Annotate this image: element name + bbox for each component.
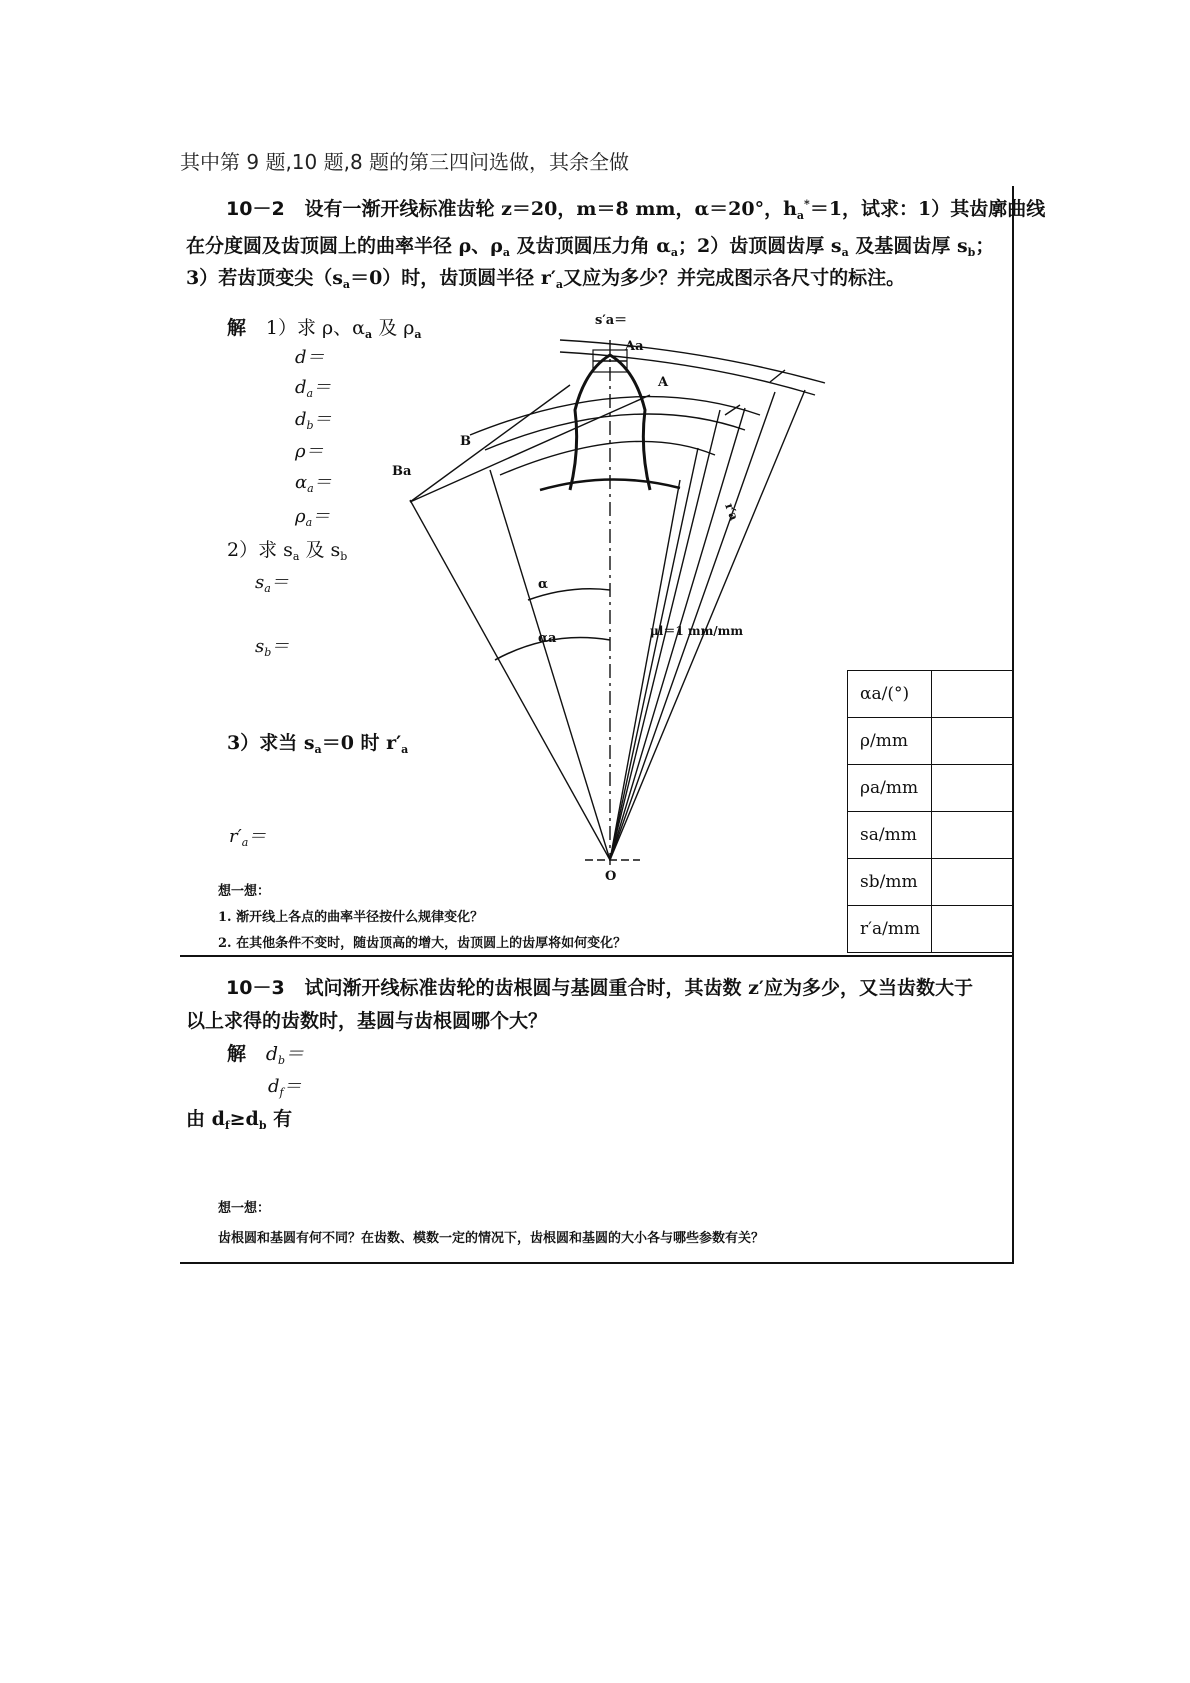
- table-answer-cell[interactable]: [932, 859, 1013, 906]
- bottom-border: [180, 1262, 1014, 1264]
- table-answer-cell[interactable]: [932, 718, 1013, 765]
- gear-involute-diagram: [380, 313, 840, 884]
- table-answer-cell[interactable]: [932, 765, 1013, 812]
- label-O: O: [605, 869, 617, 884]
- table-label: αa/(°): [848, 671, 932, 718]
- problem-10-2-line1: 10－2 设有一渐开线标准齿轮 z＝20，m＝8 mm，α＝20°，$h_a^*=1$，试求：1）其齿廓曲线: [226, 197, 1046, 222]
- solution-10-3-cond: 由 $d_f\ge d_b$ 有: [186, 1108, 293, 1132]
- section-divider: [180, 955, 1014, 957]
- eq-sa: $s_a=$: [255, 572, 289, 595]
- answer-table: [847, 670, 1013, 953]
- label-alpha-a: αa: [538, 631, 557, 646]
- eq-db: $d_b=$: [295, 409, 332, 432]
- solution-10-3-db: 解 $d_b=$: [227, 1043, 305, 1067]
- problem-10-2-line3: 3）若齿顶变尖$(s_a=0)$时，齿顶圆半径 $r'_a$又应为多少？并完成图示各尺寸的标注。: [186, 267, 906, 291]
- think-title-1: 想一想：: [218, 884, 271, 899]
- problem-10-3-line1: 10－3 试问渐开线标准齿轮的齿根圆与基圆重合时，其齿数 z′应为多少，又当齿数大于: [226, 977, 973, 999]
- base-circle: [500, 441, 715, 475]
- solution-step3: 3）求当 $s_a=0$ 时 $r'_a$: [227, 732, 409, 756]
- tangent-line: [410, 395, 650, 502]
- radial-line: [490, 470, 610, 860]
- table-label: ρ/mm: [848, 718, 932, 765]
- table-row: [848, 671, 1013, 718]
- eq-ra: $r'_a=$: [229, 826, 267, 849]
- radial-line: [610, 448, 698, 860]
- label-Aa: Aa: [625, 339, 644, 354]
- think-title-2: 想一想：: [218, 1201, 271, 1216]
- solution-step1: 解 1）求 ρ、$\alpha_a$ 及 $\rho_a$: [227, 317, 422, 341]
- table-label: ρa/mm: [848, 765, 932, 812]
- label-ra-mark: r′a: [722, 501, 742, 523]
- table-row: [848, 718, 1013, 765]
- table-row: [848, 859, 1013, 906]
- think-question-1: 1. 渐开线上各点的曲率半径按什么规律变化？: [218, 910, 484, 925]
- think2-question: 齿根圆和基圆有何不同？在齿数、模数一定的情况下，齿根圆和基圆的大小各与哪些参数有关？: [218, 1231, 765, 1246]
- eq-alpha-a: $\alpha_a=$: [295, 472, 332, 495]
- table-row: [848, 765, 1013, 812]
- label-Ba: Ba: [392, 464, 412, 479]
- tangent-line: [410, 385, 570, 502]
- eq-da: $d_a=$: [295, 377, 332, 400]
- label-scale: μl＝1 mm/mm: [650, 624, 744, 638]
- table-label: r′a/mm: [848, 906, 932, 953]
- table-label: sa/mm: [848, 812, 932, 859]
- problem-number: 10－2: [226, 198, 285, 220]
- table-label: sb/mm: [848, 859, 932, 906]
- problem-number: 10－3: [226, 977, 285, 999]
- table-answer-cell[interactable]: [932, 671, 1013, 718]
- eq-d: d＝: [295, 347, 325, 368]
- label-A: A: [658, 375, 669, 390]
- solution-step2: 2）求 $s_a$ 及 $s_b$: [227, 539, 348, 563]
- label-sa-prime: s′a＝: [595, 313, 628, 328]
- radial-line: [410, 500, 610, 860]
- problem-10-3-line2: 以上求得的齿数时，基圆与齿根圆哪个大？: [186, 1010, 548, 1032]
- table-row: [848, 812, 1013, 859]
- label-alpha: α: [538, 577, 549, 592]
- page-note: 其中第 9 题,10 题,8 题的第三四问选做，其余全做: [180, 150, 630, 174]
- solution-10-3-df: $d_f=$: [268, 1076, 302, 1099]
- eq-rho: ρ＝: [295, 441, 324, 462]
- eq-rho-a: $\rho_a=$: [295, 506, 331, 529]
- problem-10-2-line2: 在分度圆及齿顶圆上的曲率半径 ρ、$\rho_a$ 及齿顶圆压力角 $\alpha_a$；2）齿顶圆齿厚 $s_a$ 及基圆齿厚 $s_b$；: [186, 235, 995, 259]
- label-B: B: [460, 434, 471, 449]
- radial-line: [610, 480, 680, 860]
- eq-sb: $s_b=$: [255, 636, 290, 659]
- table-answer-cell[interactable]: [932, 906, 1013, 953]
- table-row: [848, 906, 1013, 953]
- addendum-circle: [560, 352, 815, 395]
- table-answer-cell[interactable]: [932, 812, 1013, 859]
- think-question-2: 2. 在其他条件不变时，随齿顶高的增大，齿顶圆上的齿厚将如何变化？: [218, 936, 627, 951]
